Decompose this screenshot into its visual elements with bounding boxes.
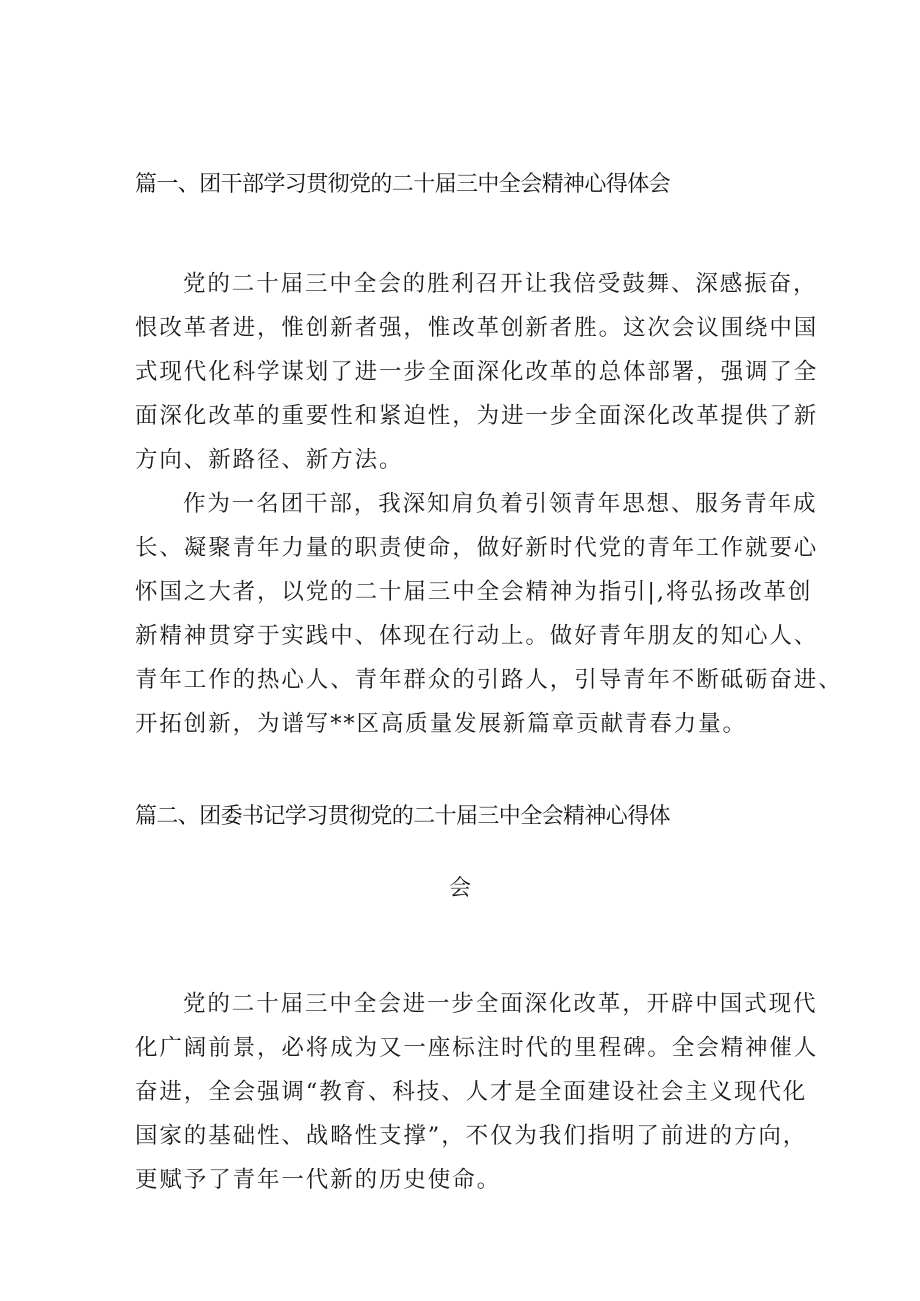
section-1-heading: 篇一、团干部学习贯彻党的二十届三中全会精神心得体会 (135, 172, 671, 197)
paragraph-line: 作为一名团干部，我深知肩负着引领青年思想、服务青年成 (183, 491, 818, 517)
paragraph-line: 党的二十届三中全会的胜利召开让我倍受鼓舞、深感振奋， (183, 271, 818, 297)
paragraph-line: 更赋予了青年一代新的历史使命。 (135, 1167, 502, 1193)
paragraph-line: 青年工作的热心人、青年群众的引路人，引导青年不断砥砺奋进、 (135, 667, 843, 693)
paragraph-line: 开拓创新，为谱写**区高质量发展新篇章贡献青春力量。 (135, 711, 747, 737)
paragraph-line: 党的二十届三中全会进一步全面深化改革，开辟中国式现代 (183, 991, 818, 1017)
paragraph-line: 怀国之大者，以党的二十届三中全会精神为指引|,将弘扬改革创 (135, 579, 813, 605)
section-2-heading: 篇二、团委书记学习贯彻党的二十届三中全会精神心得体 (135, 804, 671, 829)
paragraph-line: 恨改革者进，惟创新者强，惟改革创新者胜。这次会议围绕中国 (135, 315, 819, 341)
paragraph-line: 化广阔前景，必将成为又一座标注时代的里程碑。全会精神催人 (135, 1035, 819, 1061)
paragraph-line: 面深化改革的重要性和紧迫性，为进一步全面深化改革提供了新 (135, 403, 819, 429)
paragraph-line: 奋进，全会强调“教育、科技、人才是全面建设社会主义现代化 (135, 1079, 808, 1105)
section-2-heading-continuation: 会 (448, 876, 471, 901)
paragraph-line: 方向、新路径、新方法。 (135, 447, 404, 473)
paragraph-line: 新精神贯穿于实践中、体现在行动上。做好青年朋友的知心人、 (135, 623, 819, 649)
paragraph-line: 长、凝聚青年力量的职责使命，做好新时代党的青年工作就要心 (135, 535, 819, 561)
paragraph-line: 式现代化科学谋划了进一步全面深化改革的总体部署，强调了全 (135, 359, 819, 385)
paragraph-line: 国家的基础性、战略性支撑”，不仅为我们指明了前进的方向， (135, 1123, 808, 1149)
